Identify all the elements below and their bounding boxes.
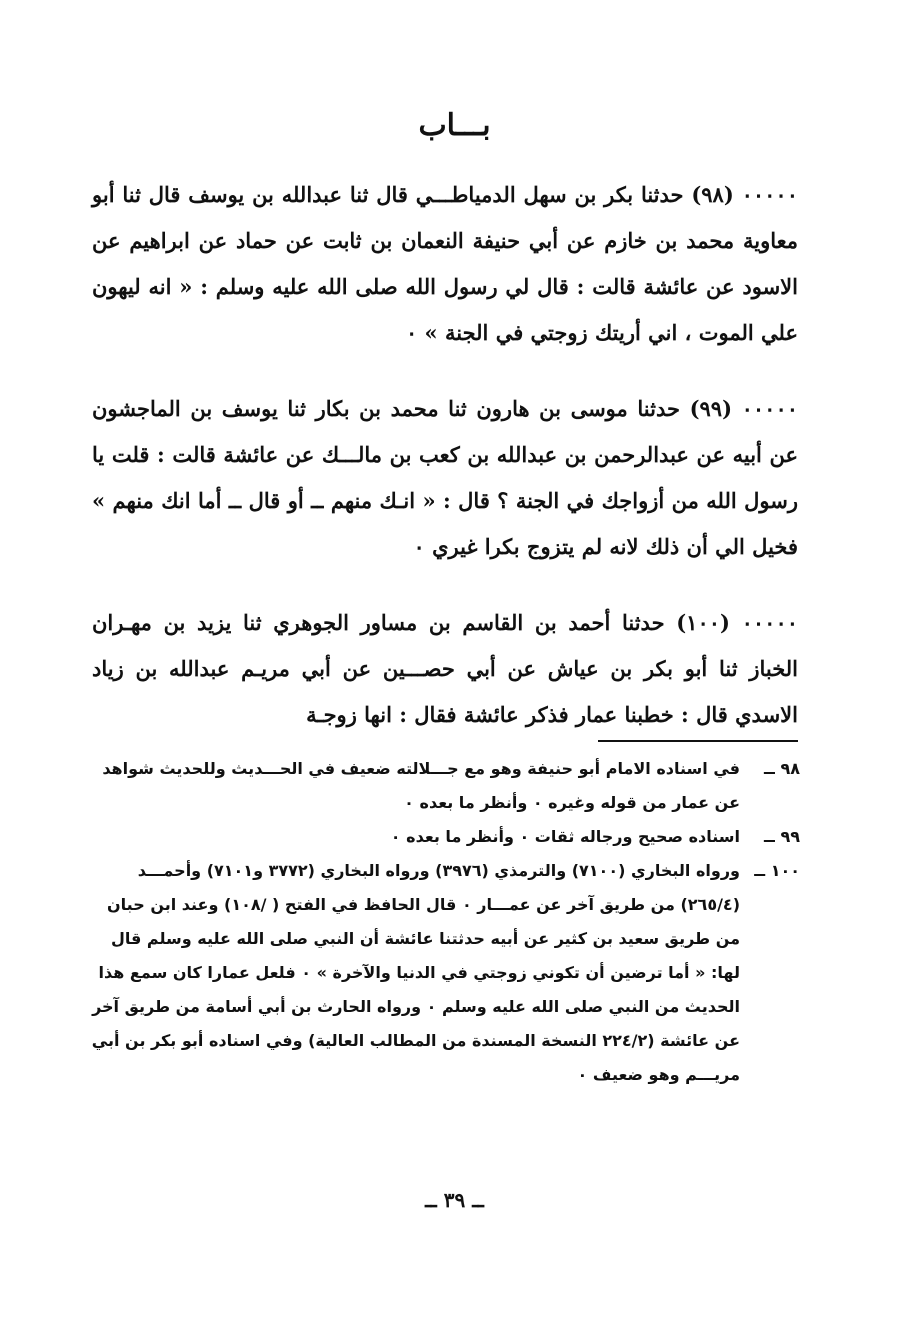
main-text <box>92 172 798 768</box>
hadith-98 <box>92 172 798 356</box>
footnote-text: ورواه البخاري (٧١٠٠) والترمذي (٣٩٧٦) ورواه البخاري (٣٧٧٢ و٧١٠١) وأحمـــد (٢٦٥/٤) من طريق آخر عن عمـــار ٠ قال الحافظ في الفتح ( /١٠٨) وعند ابن حبان من طريق سعيد بن كثير عن أبيه حدثتنا عائشة أن النبي صلى الله عليه وسلم قال لها: « أما ترضين أن تكوني زوجتي في الدنيا والآخرة » ٠ فلعل عمارا كان سمع هذا الحديث من النبي صلى الله عليه وسلم ٠ ورواه الحارث بن أبي أسامة من طريق آخر عن عائشة (٢٢٤/٢ النسخة المسندة من المطالب العالية) وفي اسناده أبو بكر بن أبي مريـــم وهو ضعيف ٠ <box>91 861 740 1084</box>
footnote-number: ٩٨ ــ <box>763 759 800 778</box>
hadith-marker: ٠٠٠٠٠ (١٠٠) <box>676 610 799 635</box>
footnote-99 <box>88 820 800 854</box>
hadith-text: حدثنا موسى بن هارون ثنا محمد بن بكار ثنا يوسف بن الماجشون عن أبيه عن عبدالرحمن بن عبدالله بن كعب بن مالـــك عن عائشة قالت : قلت يا رسول الله من أزواجك في الجنة ؟ قال : « انـك منهم ــ أو قال ــ أما انك منهم » فخيل الي أن ذلك لانه لم يتزوج بكرا غيري ٠ <box>92 396 798 559</box>
hadith-99 <box>92 386 798 570</box>
footnote-separator <box>598 740 798 742</box>
footnote-text: اسناده صحيح ورجاله ثقات ٠ وأنظر ما بعده ٠ <box>390 827 740 846</box>
hadith-marker: ٠٠٠٠٠ (٩٩) <box>689 396 799 421</box>
footnote-text: في اسناده الامام أبو حنيفة وهو مع جـــلالته ضعيف في الحـــديث وللحديث شواهد عن عمار من قوله وغيره ٠ وأنظر ما بعده ٠ <box>102 759 740 812</box>
footnote-number: ١٠٠ ــ <box>754 861 800 880</box>
hadith-marker: ٠٠٠٠٠ (٩٨) <box>691 182 798 207</box>
footnote-100 <box>88 854 800 1092</box>
hadith-100 <box>92 600 798 738</box>
footnote-number: ٩٩ ــ <box>763 827 800 846</box>
page-number: ــ ٣٩ ــ <box>425 1188 484 1212</box>
footnotes <box>88 752 800 1092</box>
hadith-text: حدثنا أحمد بن القاسم بن مساور الجوهري ثنا يزيد بن مهـران الخباز ثنا أبو بكر بن عياش عن أبي حصـــين عن أبي مريـم عبدالله بن زياد الاسدي قال : خطبنا عمار فذكر عائشة فقال : انها زوجـة <box>92 610 798 727</box>
footnote-98 <box>88 752 800 820</box>
chapter-heading: بـــاب <box>418 108 491 143</box>
hadith-text: حدثنا بكر بن سهل الدمياطـــي قال ثنا عبدالله بن يوسف قال ثنا أبو معاوية محمد بن خازم عن أبي حنيفة النعمان بن ثابت عن حماد عن ابراهيم عن الاسود عن عائشة قالت : قال لي رسول الله صلى الله عليه وسلم : « انه ليهون علي الموت ، اني أريتك زوجتي في الجنة » ٠ <box>92 182 798 345</box>
